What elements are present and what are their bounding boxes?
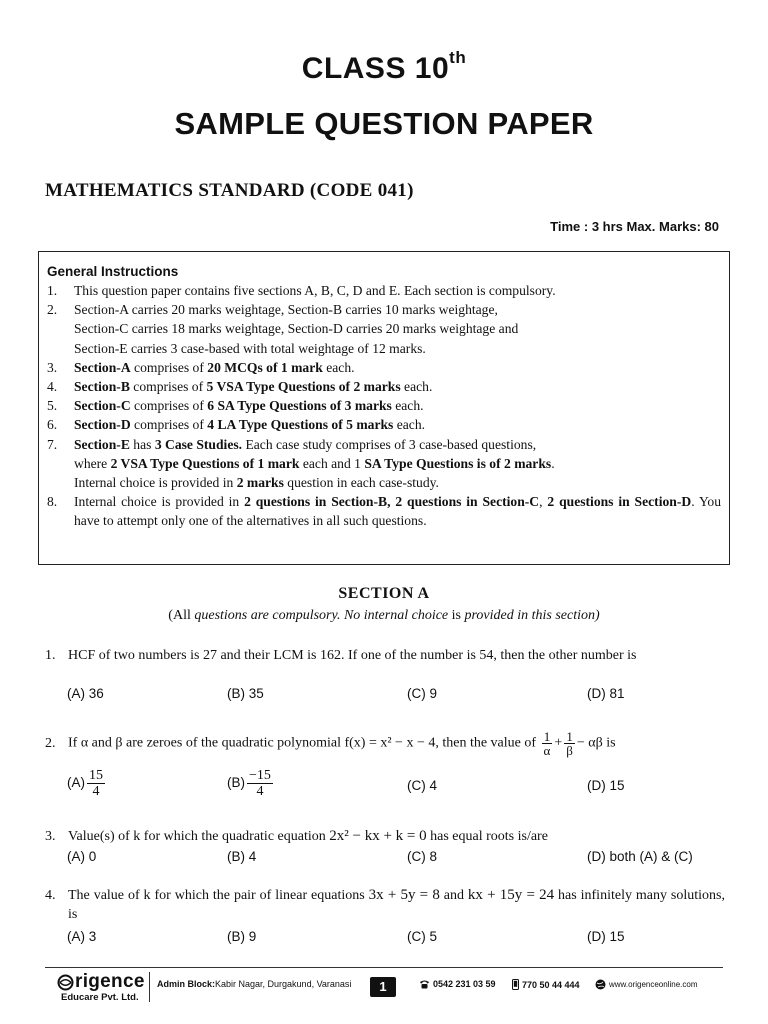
- time-marks: Time : 3 hrs Max. Marks: 80: [550, 219, 719, 234]
- option-c[interactable]: (C) 8: [407, 849, 437, 864]
- question-number: 2.: [45, 736, 56, 751]
- instruction-item: [47, 415, 721, 434]
- brand-subtitle: Educare Pvt. Ltd.: [61, 992, 139, 1003]
- item-text: [74, 435, 721, 493]
- admin-address: [157, 979, 351, 989]
- origence-logo: [57, 971, 145, 1003]
- option-d[interactable]: (D) both (A) & (C): [587, 849, 693, 864]
- plain-text: has: [129, 436, 155, 452]
- option-label: (B): [227, 775, 245, 791]
- page-number: 1: [370, 977, 396, 997]
- plain-text: each and 1: [299, 455, 365, 471]
- plain-text: comprises of: [130, 417, 208, 433]
- bold-text: 2 marks: [236, 475, 284, 491]
- item-number: 6.: [47, 417, 58, 433]
- denominator: 4: [92, 784, 100, 799]
- question-number: 3.: [45, 829, 56, 844]
- question-3: [45, 827, 725, 846]
- text-part: Value(s) of k for which the quadratic equation: [68, 829, 330, 844]
- instructions-heading: General Instructions: [47, 264, 179, 279]
- instruction-item: [47, 396, 721, 415]
- bold-text: Section-B: [74, 379, 130, 395]
- instruction-item: [47, 377, 721, 396]
- question-text: [68, 827, 725, 846]
- plain-text: Internal choice is provided in: [74, 475, 237, 491]
- question-number: 1.: [45, 648, 56, 663]
- expression-tail: − αβ: [576, 735, 603, 751]
- bold-text: 2 VSA Type Questions of 1 mark: [110, 455, 300, 471]
- plain-text: question in each case-study.: [283, 475, 439, 491]
- plain-text: each.: [400, 379, 433, 395]
- bold-text: Section-A: [74, 359, 131, 375]
- item-number: 3.: [47, 359, 58, 375]
- plain-text: comprises of: [130, 359, 208, 375]
- item-number: 5.: [47, 398, 58, 414]
- brand-name: rigence: [75, 971, 145, 992]
- bold-text: 4 LA Type Questions of 5 marks: [207, 417, 394, 433]
- denominator: β: [566, 743, 573, 758]
- equation: 3x + 5y = 8: [368, 887, 440, 903]
- item-line: Section-E carries 3 case-based with total weightage of 12 marks.: [74, 340, 426, 356]
- website-text: www.origenceonline.com: [609, 980, 698, 989]
- item-number: 1.: [47, 283, 58, 298]
- option-d[interactable]: (D) 15: [587, 929, 625, 944]
- denominator: 4: [256, 784, 264, 799]
- bold-text: Section-C: [74, 398, 131, 414]
- plain-text: Each case study comprises of 3 case-based questions,: [242, 436, 537, 452]
- plain-text: . You have to attempt only one of the alternatives in all such questions.: [74, 494, 722, 529]
- option-b[interactable]: (B) 9: [227, 929, 257, 944]
- section-title: SECTION A: [338, 585, 430, 602]
- question-text: HCF of two numbers is 27 and their LCM is 162. If one of the number is 54, then the other number is: [68, 648, 637, 663]
- phone-landline[interactable]: [419, 979, 496, 989]
- text-part: is: [602, 735, 616, 751]
- admin-text: Kabir Nagar, Durgakund, Varanasi: [215, 979, 352, 989]
- phone-text: 0542 231 03 59: [433, 979, 496, 989]
- instruction-item: [47, 281, 721, 300]
- option-c[interactable]: (C) 4: [407, 778, 437, 793]
- bold-text: 6 SA Type Questions of 3 marks: [207, 398, 392, 414]
- plain-text: each.: [393, 417, 426, 433]
- text-part: If α and β are zeroes of the quadratic polynomial: [68, 735, 345, 751]
- item-number: 2.: [47, 302, 58, 318]
- text-part: , then the value of: [435, 735, 540, 751]
- mobile-phone-icon: [512, 979, 519, 990]
- item-line: Section-A carries 20 marks weightage, Section-B carries 10 marks weightage,: [74, 302, 498, 318]
- section-note: [0, 608, 768, 624]
- title-superscript: th: [449, 48, 467, 67]
- globe-icon: [595, 979, 606, 990]
- item-text: [74, 358, 721, 377]
- note-part: (All: [168, 608, 195, 623]
- text-part: and: [439, 888, 468, 903]
- question-text: [68, 886, 725, 924]
- instruction-item: [47, 300, 721, 358]
- fraction: [564, 730, 575, 757]
- general-instructions-box: [38, 251, 730, 565]
- item-text: [74, 415, 721, 434]
- plain-text: comprises of: [130, 398, 208, 414]
- admin-label: Admin Block:: [157, 979, 216, 989]
- fraction: [542, 730, 553, 757]
- question-4: [45, 886, 725, 924]
- bold-text: Section-E: [74, 436, 130, 452]
- plain-text: each.: [391, 398, 424, 414]
- note-part: is: [448, 608, 465, 623]
- plain-text: comprises of: [129, 379, 207, 395]
- option-label: (A): [67, 775, 85, 791]
- instruction-item: [47, 492, 721, 530]
- question-1: [45, 646, 725, 665]
- polynomial: f(x) = x² − x − 4: [344, 735, 436, 751]
- bold-text: 2 questions in Section-D: [547, 494, 692, 510]
- equation: 2x² − kx + k = 0: [329, 828, 427, 844]
- title-class: CLASS 10: [301, 52, 450, 85]
- phone-mobile[interactable]: [512, 979, 580, 990]
- item-text: [74, 300, 721, 358]
- item-text: This question paper contains five sections A, B, C, D and E. Each section is compulsory.: [74, 283, 556, 298]
- bold-text: 5 VSA Type Questions of 2 marks: [206, 379, 401, 395]
- equation: kx + 15y = 24: [467, 887, 555, 903]
- instructions-list: [47, 281, 721, 531]
- globe-logo-icon: [57, 974, 74, 991]
- item-number: 4.: [47, 379, 58, 395]
- bold-text: 2 questions in Section-B, 2 questions in Section-C: [244, 494, 540, 510]
- option-a[interactable]: [67, 768, 107, 799]
- website-link[interactable]: [595, 979, 698, 990]
- fraction: [247, 768, 273, 799]
- subject-heading: MATHEMATICS STANDARD (CODE 041): [45, 180, 414, 201]
- bold-text: Section-D: [74, 417, 131, 433]
- text-part: has infinitely many solutions, is: [68, 888, 725, 922]
- question-text: [68, 730, 725, 757]
- option-b[interactable]: [227, 768, 275, 799]
- item-text: [74, 492, 721, 530]
- item-number: 7.: [47, 436, 58, 452]
- plain-text: Internal choice is provided in: [74, 494, 245, 510]
- item-line: Section-C carries 18 marks weightage, Section-D carries 20 marks weightage and: [74, 321, 519, 337]
- item-text: [74, 377, 721, 396]
- item-number: 8.: [47, 494, 58, 510]
- item-text: [74, 396, 721, 415]
- page-subtitle: SAMPLE QUESTION PAPER: [174, 106, 594, 141]
- plain-text: ,: [539, 494, 543, 510]
- option-c[interactable]: (C) 5: [407, 929, 437, 944]
- footer-separator: [149, 972, 150, 1002]
- option-a[interactable]: (A) 36: [67, 686, 104, 701]
- question-2: [45, 730, 725, 757]
- question-number: 4.: [45, 888, 56, 903]
- numerator: 15: [89, 768, 103, 783]
- instruction-item: [47, 435, 721, 493]
- phone-text: 770 50 44 444: [522, 979, 580, 990]
- option-c[interactable]: (C) 9: [407, 686, 437, 701]
- bold-text: 20 MCQs of 1 mark: [207, 359, 323, 375]
- option-a[interactable]: (A) 0: [67, 849, 97, 864]
- denominator: α: [543, 743, 551, 758]
- footer-divider: [45, 967, 723, 968]
- note-part: questions are compulsory. No internal choice: [194, 608, 449, 623]
- bold-text: 3 Case Studies.: [154, 436, 243, 452]
- page-title: [0, 48, 768, 86]
- fraction: [87, 768, 105, 799]
- telephone-icon: [419, 979, 430, 989]
- option-d[interactable]: (D) 15: [587, 778, 625, 793]
- option-a[interactable]: (A) 3: [67, 929, 97, 944]
- plain-text: each.: [322, 359, 355, 375]
- numerator: 1: [542, 730, 553, 744]
- numerator: 1: [564, 730, 575, 744]
- plain-text: where: [74, 455, 111, 471]
- operator: +: [554, 735, 563, 751]
- option-b[interactable]: (B) 4: [227, 849, 257, 864]
- option-d[interactable]: (D) 81: [587, 686, 625, 701]
- note-part: provided in this section): [464, 608, 600, 623]
- plain-text: .: [551, 455, 555, 471]
- text-part: The value of k for which the pair of linear equations: [68, 888, 369, 903]
- option-b[interactable]: (B) 35: [227, 686, 264, 701]
- text-part: has equal roots is/are: [426, 829, 548, 844]
- instruction-item: [47, 358, 721, 377]
- bold-text: SA Type Questions is of 2 marks: [364, 455, 552, 471]
- footer: [45, 970, 723, 1006]
- numerator: −15: [249, 768, 271, 783]
